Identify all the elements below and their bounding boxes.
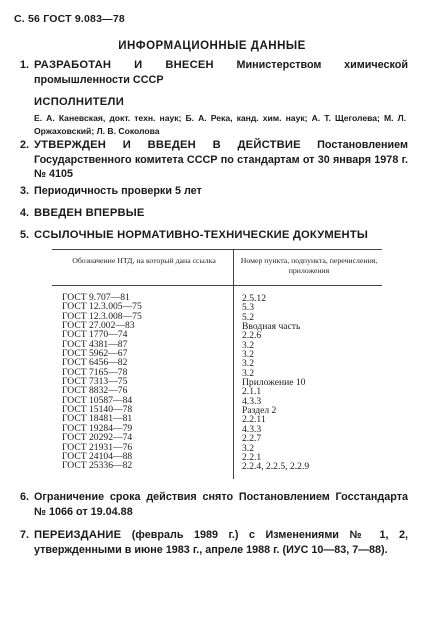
- table-cell-document: ГОСТ 27.002—83: [62, 320, 135, 332]
- table-row: [242, 378, 382, 387]
- table-cell-clause: Вводная часть: [242, 321, 301, 333]
- table-cell-document: ГОСТ 7313—75: [62, 376, 128, 388]
- references-table: [52, 249, 382, 481]
- table-cell-document: ГОСТ 12.3.005—75: [62, 301, 142, 313]
- item-lead: РАЗРАБОТАН И ВНЕСЕН: [34, 59, 214, 71]
- item-number: 4.: [20, 207, 30, 219]
- table-cell-clause: 3.2: [242, 367, 254, 379]
- table-cell-clause: 4.3.3: [242, 395, 262, 407]
- running-head: С. 56 ГОСТ 9.083—78: [14, 13, 125, 25]
- table-cell-document: ГОСТ 1770—74: [62, 329, 128, 341]
- table-cell-document: ГОСТ 6456—82: [62, 357, 128, 369]
- table-cell-clause: 2.2.4, 2.2.5, 2.2.9: [242, 461, 310, 473]
- table-column-clauses: [242, 294, 382, 472]
- table-row: [242, 434, 382, 443]
- table-cell-clause: 2.2.11: [242, 414, 266, 426]
- table-cell-clause: 2.5.12: [242, 293, 266, 304]
- info-item-developed: [20, 58, 408, 87]
- item-lead: ВВЕДЕН ВПЕРВЫЕ: [34, 207, 145, 219]
- table-top-rule: [52, 249, 382, 250]
- table-cell-clause: Раздел 2: [242, 405, 277, 417]
- table-cell-document: ГОСТ 9.707—81: [62, 292, 130, 303]
- table-cell-document: ГОСТ 20292—74: [62, 432, 133, 444]
- executors-heading: ИСПОЛНИТЕЛИ: [34, 96, 125, 108]
- table-cell-document: ГОСТ 25336—82: [62, 460, 133, 472]
- item-text: Ограничение срока действия снято Постановлением Госстандарта № 1066 от 19.04.88: [34, 491, 408, 518]
- table-cell-clause: 5.2: [242, 311, 254, 323]
- item-text: Министерством химической промышленности СССР: [34, 59, 408, 86]
- item-number: 6.: [20, 491, 30, 503]
- table-row: [242, 359, 382, 368]
- table-cell-document: ГОСТ 21931—76: [62, 441, 133, 453]
- item-number: 7.: [20, 529, 30, 541]
- table-header-document: Обозначение НТД, на который дана ссылка: [72, 256, 216, 265]
- table-cell-clause: 3.2: [242, 442, 254, 454]
- info-item-approved: [20, 138, 408, 182]
- table-cell-document: ГОСТ 15140—78: [62, 404, 133, 416]
- item-lead: УТВЕРЖДЕН И ВВЕДЕН В ДЕЙСТВИЕ: [34, 139, 301, 151]
- table-row: [242, 322, 382, 331]
- item-number: 5.: [20, 229, 30, 241]
- item-number: 3.: [20, 185, 30, 197]
- table-cell-document: ГОСТ 8832—76: [62, 385, 128, 397]
- info-item-review-period: [20, 184, 408, 199]
- table-column-documents: [62, 293, 230, 471]
- info-item-first-introduced: [20, 206, 408, 221]
- item-number: 2.: [20, 139, 30, 151]
- table-cell-clause: 3.2: [242, 339, 254, 351]
- table-cell-document: ГОСТ 24104—88: [62, 450, 133, 462]
- table-row: [242, 294, 382, 303]
- item-number: 1.: [20, 59, 30, 71]
- table-cell-document: ГОСТ 19284—79: [62, 422, 133, 434]
- table-row: [242, 462, 382, 471]
- table-header-rule: [52, 285, 382, 286]
- table-row: [242, 331, 382, 340]
- item-text: Периодичность проверки 5 лет: [34, 185, 202, 197]
- table-cell-clause: 2.2.6: [242, 330, 262, 342]
- executors-list: Е. А. Каневская, докт. техн. наук; Б. А. Река, канд. хим. наук; А. Т. Щеголева; М. Л. Оржаховский; Л. В. Соколова: [34, 113, 406, 136]
- table-row: [242, 425, 382, 434]
- table-cell-clause: 3.2: [242, 358, 254, 370]
- info-item-references: [20, 228, 408, 243]
- info-item-reissue: [20, 528, 408, 557]
- table-cell-document: ГОСТ 18481—81: [62, 413, 133, 425]
- table-cell-document: ГОСТ 12.3.008—75: [62, 310, 142, 322]
- table-cell-document: ГОСТ 4381—87: [62, 338, 128, 350]
- table-row: [242, 444, 382, 453]
- table-row: [62, 461, 230, 470]
- item-text: (февраль 1989 г.) с Изменениями № 1, 2, утвержденными в июне 1983 г., апреле 1988 г. (ИУС 10—83, 7—88).: [34, 529, 408, 556]
- info-item-term-limit: [20, 490, 408, 519]
- table-cell-clause: 5.3: [242, 302, 254, 314]
- table-row: [242, 415, 382, 424]
- table-cell-clause: 2.2.7: [242, 433, 262, 445]
- table-cell-document: ГОСТ 5962—67: [62, 348, 128, 360]
- table-cell-clause: 3.2: [242, 349, 254, 361]
- table-row: [242, 350, 382, 359]
- table-cell-clause: 4.3.3: [242, 423, 262, 435]
- table-cell-document: ГОСТ 10587—84: [62, 394, 133, 406]
- table-row: [242, 387, 382, 396]
- table-cell-clause: 2.2.1: [242, 451, 262, 463]
- table-cell-clause: 2.1.1: [242, 386, 262, 398]
- item-lead: ССЫЛОЧНЫЕ НОРМАТИВНО-ТЕХНИЧЕСКИЕ ДОКУМЕНТЫ: [34, 229, 369, 241]
- table-cell-document: ГОСТ 7165—78: [62, 366, 128, 378]
- table-column-divider: [233, 249, 234, 479]
- table-row: [242, 341, 382, 350]
- page-title: ИНФОРМАЦИОННЫЕ ДАННЫЕ: [118, 40, 306, 52]
- table-row: [242, 303, 382, 312]
- table-header-clause: Номер пункта, подпункта, перечисления, приложения: [240, 256, 378, 275]
- item-text: Постановлением Государственного комитета СССР по стандартам от 30 января 1978 г. № 4105: [34, 139, 408, 180]
- item-lead: ПЕРЕИЗДАНИЕ: [34, 529, 122, 541]
- table-cell-clause: Приложение 10: [242, 377, 306, 389]
